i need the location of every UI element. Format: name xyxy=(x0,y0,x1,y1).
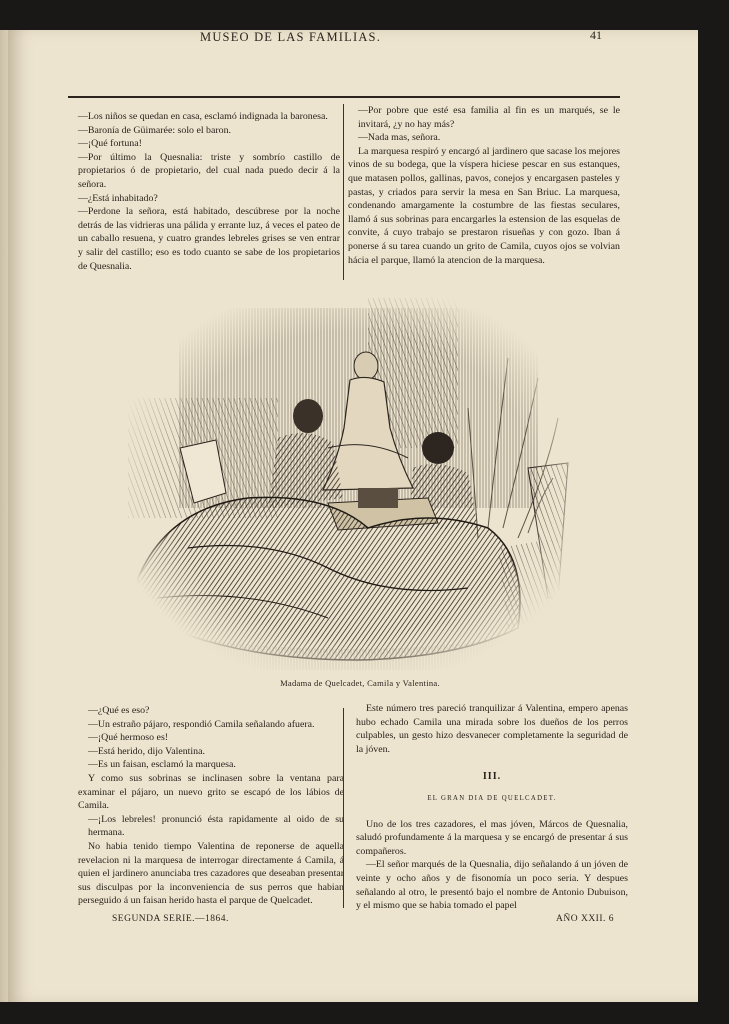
footer-series: SEGUNDA SERIE.—1864. xyxy=(112,914,229,924)
paragraph: —¡Qué hermoso es! xyxy=(88,732,169,744)
paragraph: —Nada mas, señora. xyxy=(358,132,441,144)
running-head-title: MUSEO DE LAS FAMILIAS. xyxy=(200,30,382,44)
section-title: EL GRAN DIA DE QUELCADET. xyxy=(427,794,557,802)
bottom-left-column xyxy=(78,704,344,908)
header-rule xyxy=(68,96,620,98)
paragraph: Y como sus sobrinas se inclinasen sobre la ventana para examinar el pájaro, un nuevo grito se escapó de los lábios de Camila. xyxy=(78,772,344,812)
paragraph: —¡Los lebreles! pronunció ésta rapidamente al oido de su hermana. xyxy=(88,813,344,839)
section-number: III. xyxy=(482,771,502,783)
paragraph: No habia tenido tiempo Valentina de reponerse de aquella revelacion ni la marquesa de interrogar directamente á Camila, á quien el jardinero anunciaba tres cazadores que deseaban presentar sus disculpas por la inconveniencia de sus perros que habian perseguido á un faisan herido hasta el parque de Quelcadet. xyxy=(78,840,344,907)
top-right-column xyxy=(348,104,620,267)
paragraph: —Está herido, dijo Valentina. xyxy=(88,745,205,757)
paragraph: —Por pobre que esté esa familia al fin es un marqués, se le invitará, ¿y no hay más? xyxy=(358,105,620,130)
paragraph: —El señor marqués de la Quesnalia, dijo señalando á un jóven de veinte y ocho años y de fisonomía un poco seria. Y despues señalando al otro, le presentó bajo el nombre de Antonio Dubuison, y el mismo que se habia tomado el papel xyxy=(356,859,628,912)
paragraph: —Baronía de Güimarée: solo el baron. xyxy=(78,124,232,136)
top-left-column xyxy=(68,110,340,273)
paragraph: —Los niños se quedan en casa, esclamó indignada la baronesa. xyxy=(78,111,328,122)
paragraph: —Por último la Quesnalia: triste y sombrío castillo de propietarios ó de propietario, del cual nada puedo decir á la señora. xyxy=(78,151,340,190)
paragraph: Este número tres pareció tranquilizar á Valentina, empero apenas hubo echado Camila una mirada sobre los dueños de los perros culpables, un gesto hizo desvanecer completamente la seguridad de la jóven. xyxy=(356,703,628,755)
paragraph: —Un estraño pájaro, respondió Camila señalando afuera. xyxy=(88,718,315,730)
paragraph: —¿Qué es eso? xyxy=(88,705,150,716)
engraving-illustration xyxy=(128,298,574,670)
paragraph: Uno de los tres cazadores, el mas jóven, Márcos de Quesnalia, saludó profundamente á la marquesa y se encargó de presentar á sus compañeros. xyxy=(356,818,628,857)
footer-year: AÑO XXII. 6 xyxy=(556,914,615,924)
column-divider-bottom xyxy=(343,708,344,908)
column-divider-top xyxy=(343,104,344,280)
paragraph: —Es un faisan, esclamó la marquesa. xyxy=(88,759,236,771)
paragraph: —Perdone la señora, está habitado, descúbrese por la noche detrás de las vidrieras una pálida y errante luz, á veces el pateo de un caballo resuena, y cuatro grandes lebreles grises se ven entrar y salir del castillo; eso es todo cuanto se sabe de los propietarios de Quesnalia. xyxy=(78,206,340,272)
paragraph: —¿Está inhabitado? xyxy=(78,192,158,204)
page-number: 41 xyxy=(590,28,602,42)
illustration-caption: Madama de Quelcadet, Camila y Valentina. xyxy=(280,678,440,688)
paragraph: La marquesa respiró y encargó al jardinero que sacase los mejores vinos de su bodega, que la víspera hiciese pescar en sus estanques, que matasen pollos, gallinas, pavos, conejos y encargasen pasteles y pastas, y criados para servir la mesa en San Briuc. La marquesa, condenando amargamente la costumbre de las fiestas seculares, llamó á sus sobrinas para encargarles la estension de las esquelas de convite, á cuyo trabajo se prestaron risueñas y con gozo. Iban á ponerse á su tarea cuando un grito de Camila, cuyos ojos se volvian hácia el parque, llamó la atencion de la marquesa. xyxy=(348,145,620,266)
bottom-right-column xyxy=(356,702,628,913)
paragraph: —¡Qué fortuna! xyxy=(78,138,142,150)
